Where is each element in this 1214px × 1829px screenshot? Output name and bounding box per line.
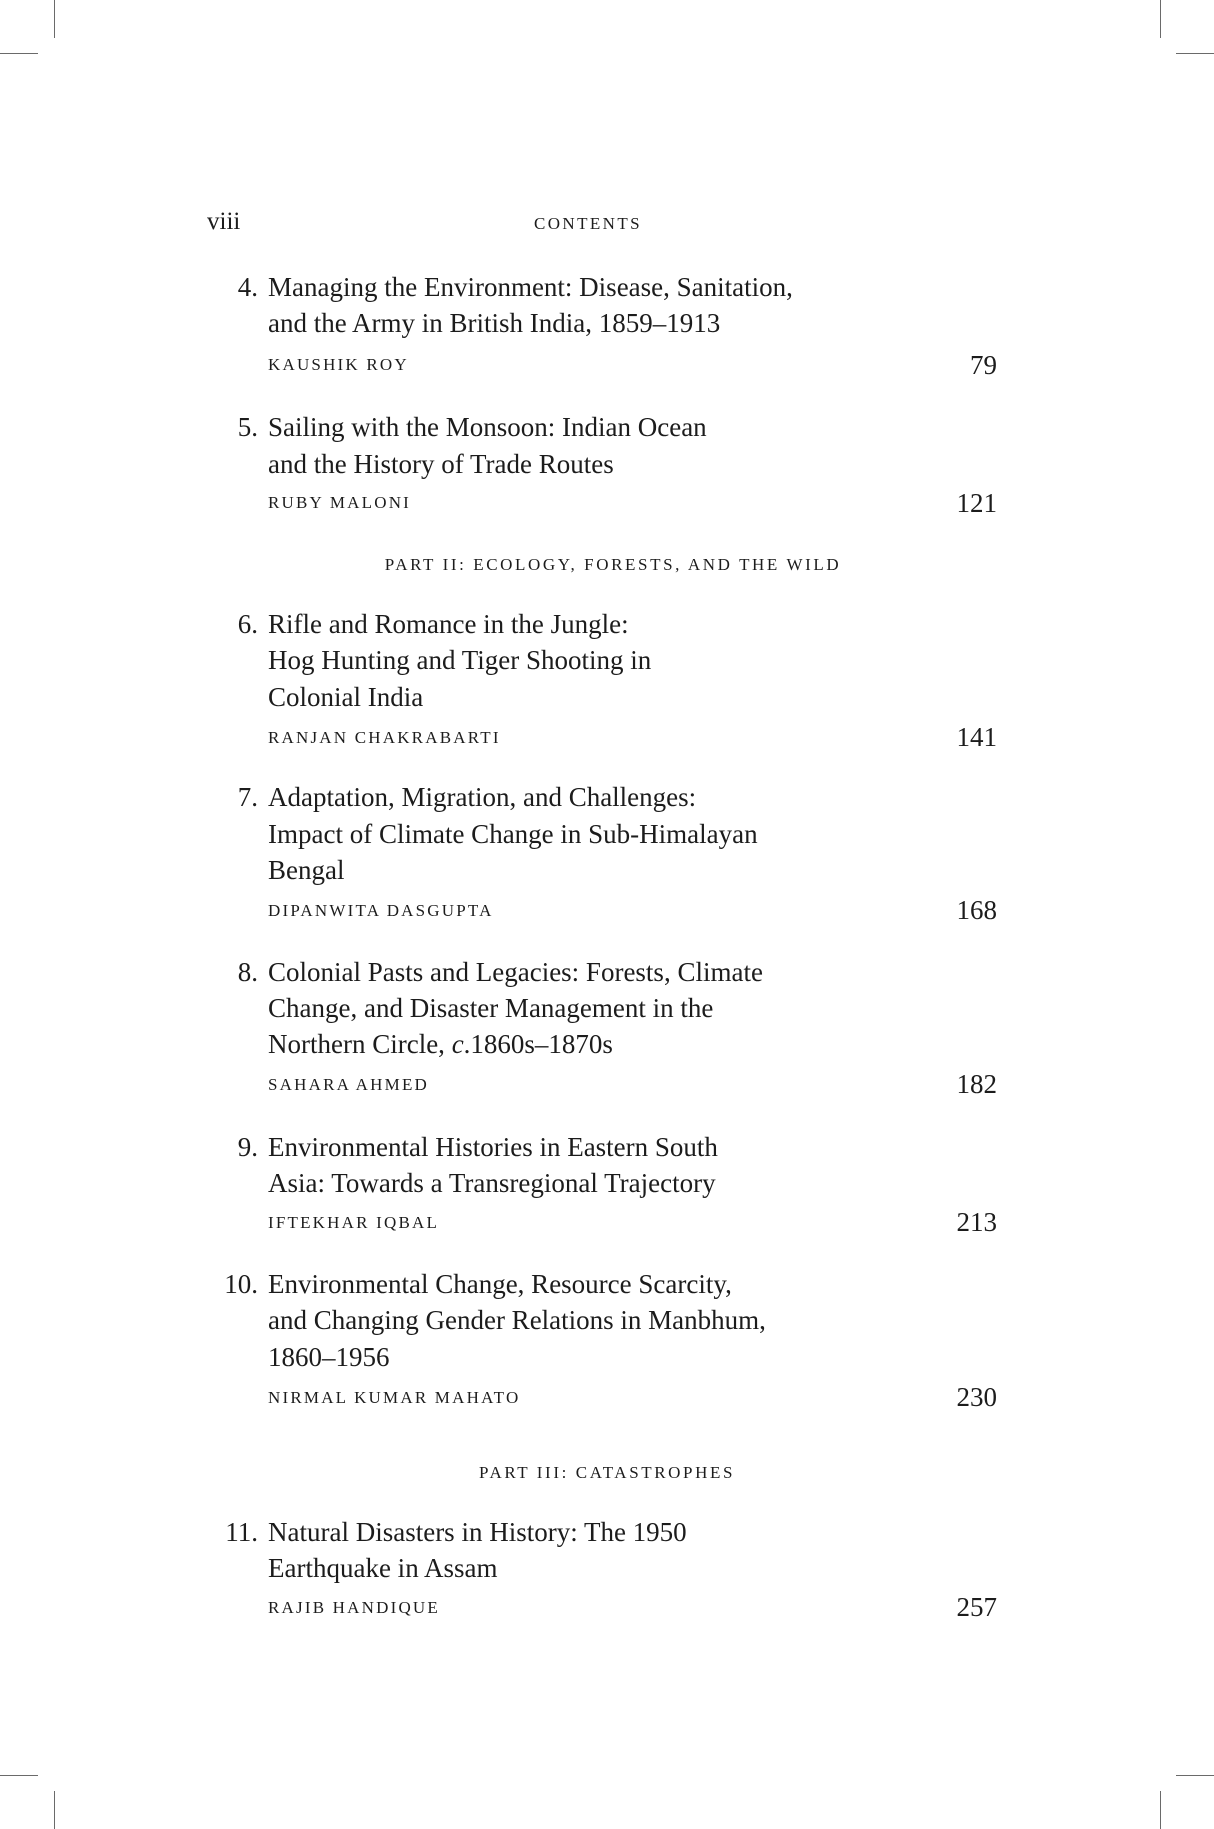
chapter-author: DIPANWITA DASGUPTA — [268, 901, 494, 920]
chapter-title-line: Environmental Histories in Eastern South — [268, 1132, 718, 1162]
chapter-title-line — [268, 1029, 613, 1059]
chapter-author: IFTEKHAR IQBAL — [268, 1213, 440, 1232]
chapter-title-line: Asia: Towards a Transregional Trajectory — [268, 1168, 716, 1198]
page-number: 182 — [956, 1069, 997, 1099]
chapter-number: 4. — [237, 272, 258, 302]
chapter-title-line: Impact of Climate Change in Sub-Himalayan — [268, 819, 758, 849]
page-number: 141 — [956, 722, 997, 752]
crop-mark-top-left-vertical — [54, 0, 55, 38]
chapter-title-line: Natural Disasters in History: The 1950 — [268, 1517, 687, 1547]
chapter-title-line: Bengal — [268, 855, 345, 885]
chapter-title-line: Colonial Pasts and Legacies: Forests, Climate — [268, 957, 763, 987]
chapter-author: RANJAN CHAKRABARTI — [268, 728, 501, 747]
chapter-title-line: Rifle and Romance in the Jungle: — [268, 609, 629, 639]
chapter-number: 6. — [237, 609, 258, 639]
chapter-author: RAJIB HANDIQUE — [268, 1598, 440, 1617]
crop-mark-top-left-horizontal — [0, 53, 38, 54]
chapter-number: 9. — [237, 1132, 258, 1162]
chapter-number: 5. — [237, 412, 258, 442]
crop-mark-top-right-vertical — [1160, 0, 1161, 38]
page-number: 79 — [970, 350, 997, 380]
crop-mark-bottom-left-vertical — [54, 1791, 55, 1829]
crop-mark-bottom-left-horizontal — [0, 1775, 38, 1776]
crop-mark-top-right-horizontal — [1176, 53, 1214, 54]
chapter-title-line: Hog Hunting and Tiger Shooting in — [268, 645, 652, 675]
chapter-author: NIRMAL KUMAR MAHATO — [268, 1388, 521, 1407]
crop-mark-bottom-right-horizontal — [1176, 1775, 1214, 1776]
text-fragment: Northern Circle, — [268, 1029, 452, 1059]
chapter-number: 10. — [224, 1269, 258, 1299]
page-folio: viii — [207, 208, 241, 235]
chapter-title-line: Earthquake in Assam — [268, 1553, 498, 1583]
chapter-title-line: 1860–1956 — [268, 1342, 390, 1372]
chapter-author: SAHARA AHMED — [268, 1075, 430, 1094]
chapter-title-line: Adaptation, Migration, and Challenges: — [268, 782, 697, 812]
page-number: 257 — [956, 1592, 997, 1622]
circa-abbreviation: c — [451, 1029, 464, 1059]
chapter-number: 7. — [237, 782, 258, 812]
text-fragment: .1860s–1870s — [463, 1029, 613, 1059]
chapter-title-line: and Changing Gender Relations in Manbhum, — [268, 1305, 766, 1335]
part-heading: PART II: ECOLOGY, FORESTS, AND THE WILD — [384, 555, 842, 574]
chapter-author: RUBY MALONI — [268, 493, 412, 512]
chapter-author: KAUSHIK ROY — [268, 355, 409, 374]
part-heading: PART III: CATASTROPHES — [478, 1463, 736, 1482]
page-number: 230 — [956, 1382, 997, 1412]
chapter-title-line: Change, and Disaster Management in the — [268, 993, 714, 1023]
crop-mark-bottom-right-vertical — [1160, 1791, 1161, 1829]
chapter-title-line: and the Army in British India, 1859–1913 — [268, 308, 721, 338]
chapter-title-line: Sailing with the Monsoon: Indian Ocean — [268, 412, 707, 442]
chapter-number: 8. — [237, 957, 258, 987]
chapter-title-line: and the History of Trade Routes — [268, 449, 614, 479]
page-number: 168 — [956, 895, 997, 925]
chapter-title-line: Environmental Change, Resource Scarcity, — [268, 1269, 732, 1299]
chapter-title-line: Managing the Environment: Disease, Sanitation, — [268, 272, 793, 302]
chapter-number: 11. — [225, 1517, 258, 1547]
page-number: 121 — [956, 488, 997, 518]
chapter-title-line: Colonial India — [268, 682, 424, 712]
running-head: CONTENTS — [534, 214, 642, 233]
page-number: 213 — [956, 1207, 997, 1237]
